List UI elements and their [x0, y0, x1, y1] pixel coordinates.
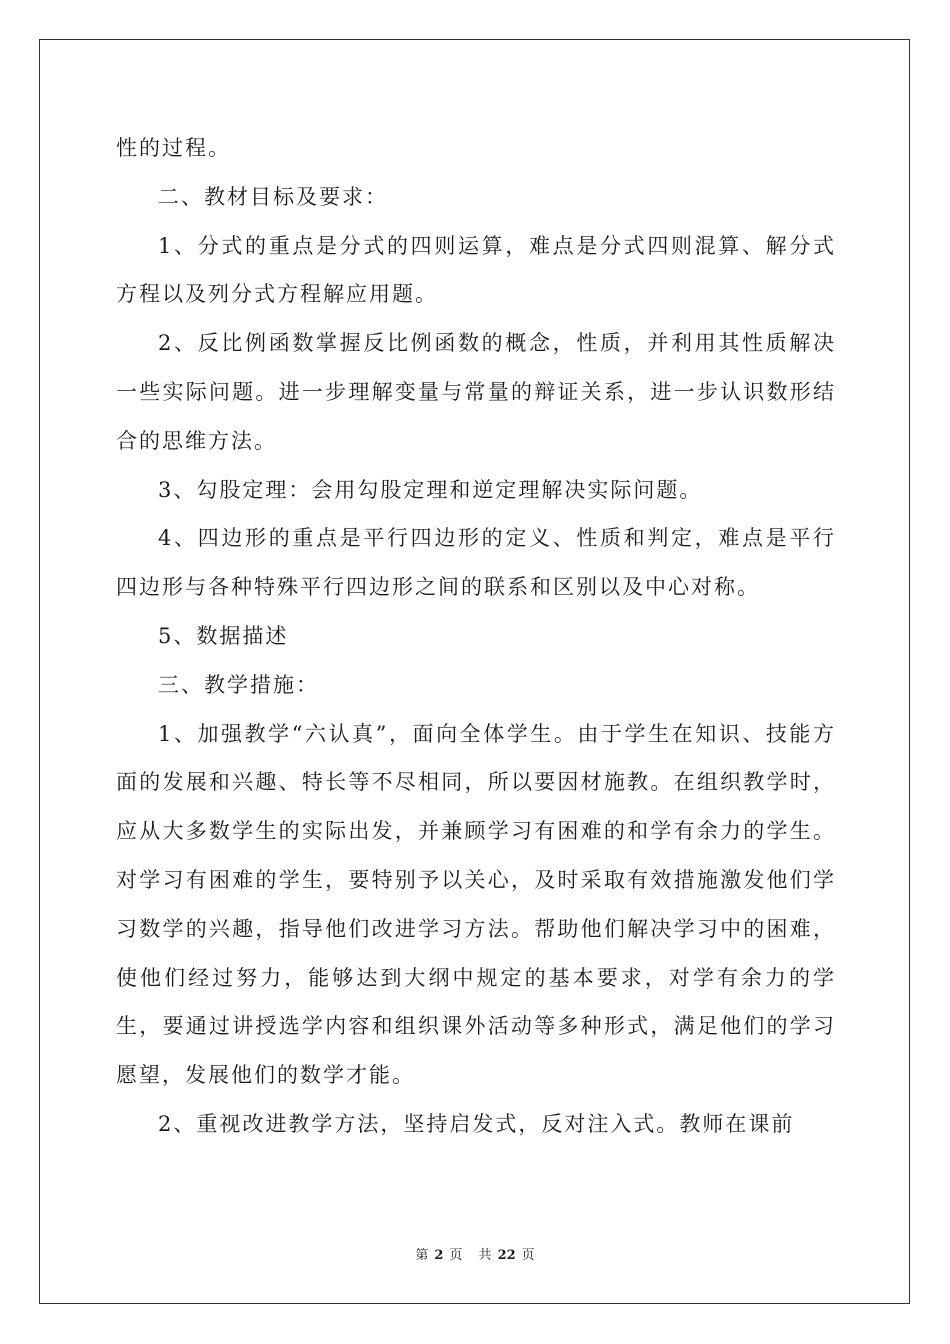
total-number: 22 — [497, 1248, 516, 1263]
paragraph: 三、教学措施： — [158, 672, 319, 697]
page-suffix: 页 — [449, 1248, 463, 1263]
total-prefix: 共 — [478, 1248, 492, 1263]
page-footer — [0, 1244, 950, 1263]
paragraph: 1、分式的重点是分式的四则运算，难点是分式四则混算、解分式方程以及列分式方程解应用题。 — [116, 233, 836, 307]
total-pages — [476, 1248, 538, 1263]
document-body — [116, 124, 836, 1149]
total-suffix: 页 — [521, 1248, 535, 1263]
paragraph: 3、勾股定理：会用勾股定理和逆定理解决实际问题。 — [158, 477, 703, 502]
paragraph: 1、加强教学“六认真”，面向全体学生。由于学生在知识、技能方面的发展和兴趣、特长等不尽相同，所以要因材施教。在组织教学时，应从大多数学生的实际出发，并兼顾学习有困难的和学有余力的学生。对学习有困难的学生，要特别予以关心，及时采取有效措施激发他们学习数学的兴趣，指导他们改进学习方法。帮助他们解决学习中的困难，使他们经过努力，能够达到大纲中规定的基本要求，对学有余力的学生，要通过讲授选学内容和组织课外活动等多种形式，满足他们的学习愿望，发展他们的数学才能。 — [116, 721, 836, 1088]
page-number: 2 — [434, 1248, 444, 1263]
paragraph: 性的过程。 — [116, 136, 231, 160]
paragraph: 二、教材目标及要求： — [158, 184, 388, 209]
paragraph: 4、四边形的重点是平行四边形的定义、性质和判定，难点是平行四边形与各种特殊平行四边形之间的联系和区别以及中心对称。 — [116, 526, 836, 600]
page-prefix: 第 — [415, 1248, 429, 1263]
page-indicator — [412, 1248, 465, 1263]
paragraph: 2、反比例函数掌握反比例函数的概念，性质，并利用其性质解决一些实际问题。进一步理解变量与常量的辩证关系，进一步认识数形结合的思维方法。 — [116, 331, 836, 453]
paragraph: 5、数据描述 — [158, 623, 289, 648]
paragraph: 2、重视改进教学方法，坚持启发式，反对注入式。教师在课前 — [158, 1111, 795, 1136]
